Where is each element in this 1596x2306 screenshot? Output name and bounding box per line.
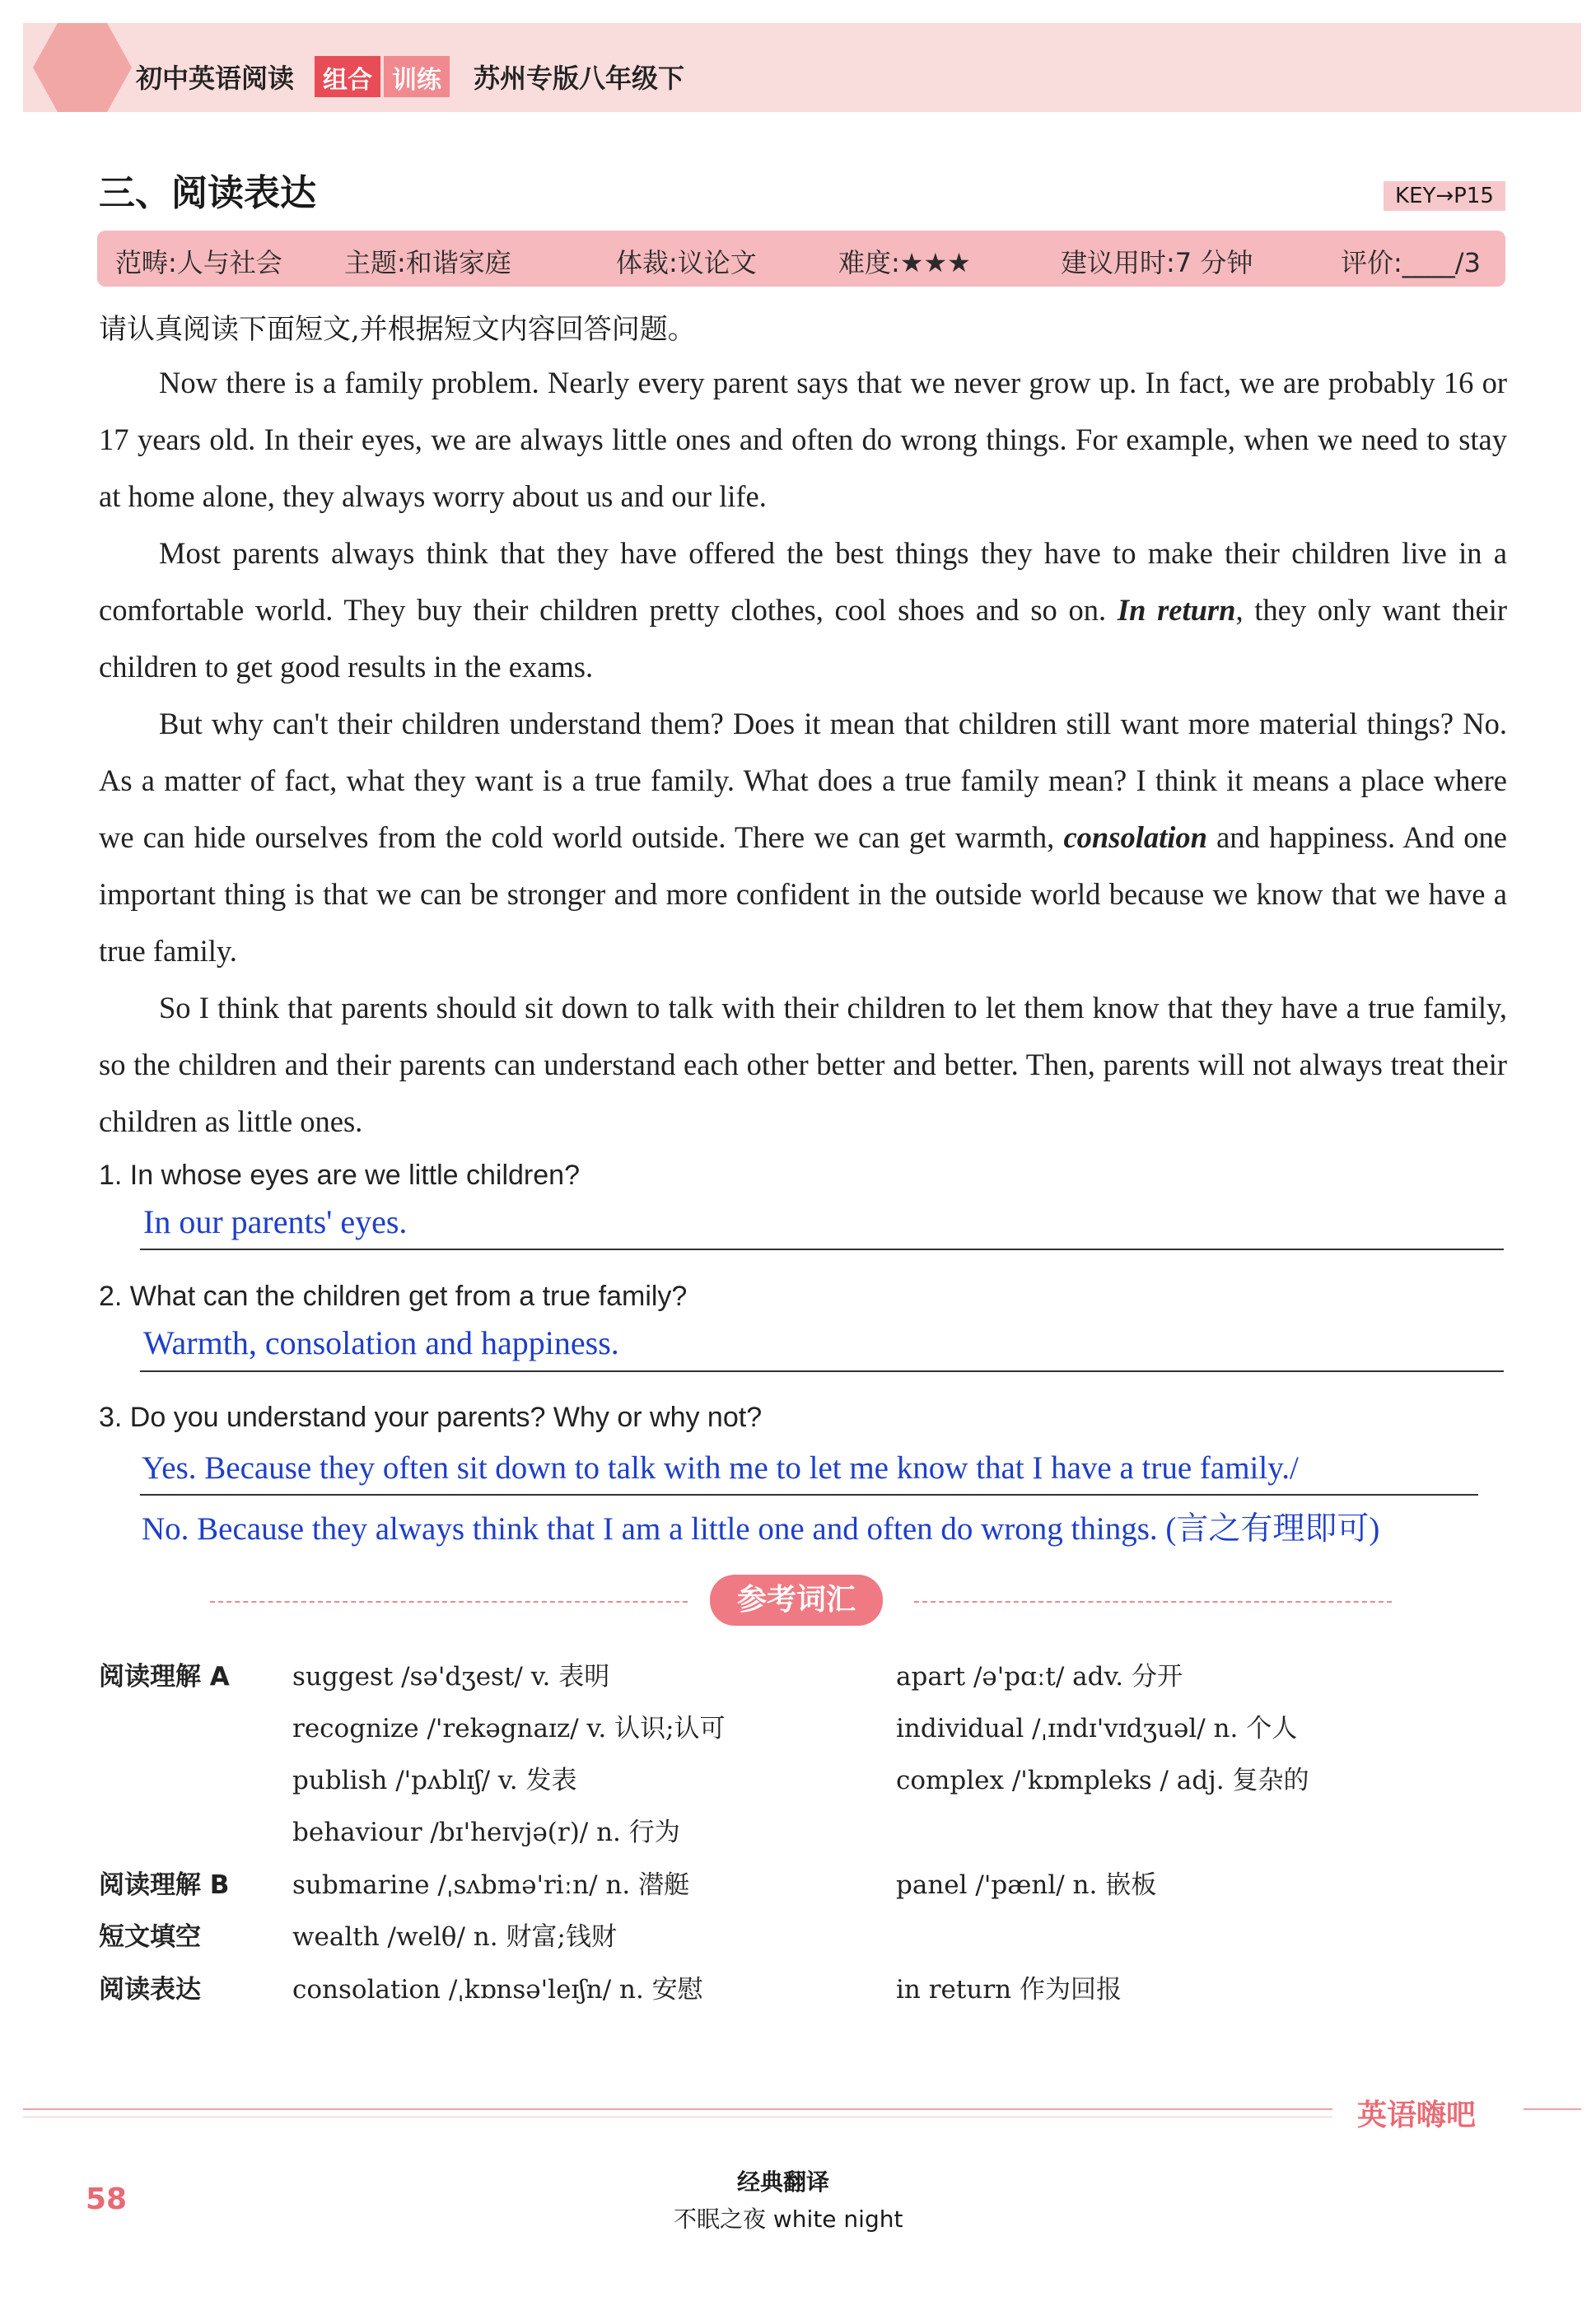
book-title: 初中英语阅读: [136, 63, 295, 94]
vocab-label-b: 阅读理解 B: [99, 1870, 230, 1900]
answer-2: Warmth, consolation and happiness.: [143, 1324, 619, 1361]
vocab-entry: behaviour /bɪ'heɪvjə(r)/ n. 行为: [292, 1818, 680, 1847]
instruction: 请认真阅读下面短文,并根据短文内容回答问题。: [99, 313, 696, 346]
vocab-label-d: 阅读表达: [99, 1975, 201, 2005]
question-2: 2. What can the children get from a true family?: [99, 1281, 688, 1312]
vocab-entry: submarine /ˌsʌbmə'riːn/ n. 潜艇: [292, 1870, 690, 1900]
paragraph-3: But why can't their children understand them? Does it mean that children still want more material things? No. As a matter of fact, what they want is a true family. What does a true family mean? I think it means a place where we can hide ourselves from the cold world outside. There we can get warmth, consolation and happiness. And one important thing is that we can be stronger and more confident in the outside world because we know that we have a true family.: [99, 707, 1507, 968]
page-number: 58: [86, 2182, 128, 2216]
meta-scope: 范畴:人与社会: [115, 247, 282, 278]
paragraph-2: Most parents always think that they have offered the best things they have to make their children live in a comfortable world. They buy their children pretty clothes, cool shoes and so on. In return, they only want their children to get good results in the exams.: [99, 536, 1507, 684]
divider: [210, 1601, 688, 1603]
tag-combo: 组合: [315, 56, 380, 97]
footer-title: 经典翻译: [737, 2168, 830, 2196]
answer-line-2: [140, 1370, 1504, 1372]
vocab-label-c: 短文填空: [99, 1922, 201, 1952]
meta-score: 评价:____/3: [1341, 247, 1481, 278]
meta-difficulty: 难度:★★★: [838, 247, 971, 278]
vocab-label-a: 阅读理解 A: [99, 1662, 230, 1692]
vocab-entry: suggest /sə'dʒest/ v. 表明: [292, 1662, 610, 1692]
vocab-entry: wealth /welθ/ n. 财富;钱财: [292, 1922, 617, 1952]
exercise-meta-bar: [97, 231, 1505, 287]
divider: [914, 1601, 1392, 1603]
question-3: 3. Do you understand your parents? Why or why not?: [99, 1402, 763, 1433]
meta-time: 建议用时:7 分钟: [1061, 247, 1253, 278]
book-subtitle: 苏州专版八年级下: [474, 63, 685, 94]
vocab-badge: 参考词汇: [710, 1575, 883, 1626]
answer-line-1: [140, 1249, 1504, 1250]
footer-rule: [23, 2108, 1332, 2110]
question-1: 1. In whose eyes are we little children?: [99, 1160, 580, 1191]
vocab-entry: panel /'pænl/ n. 嵌板: [896, 1870, 1157, 1900]
vocab-entry: in return 作为回报: [896, 1975, 1122, 2005]
answer-3a: Yes. Because they often sit down to talk with me to let me know that I have a true family./: [142, 1450, 1299, 1486]
footer-brand: 英语嗨吧: [1357, 2098, 1477, 2132]
phrase-in-return: In return: [1117, 593, 1236, 627]
section-title: 三、阅读表达: [99, 172, 316, 214]
vocab-entry: publish /'pʌblɪʃ/ v. 发表: [292, 1766, 577, 1795]
answer-key-ref: KEY→P15: [1384, 181, 1505, 211]
vocab-entry: recognize /'rekəgnaɪz/ v. 认识;认可: [292, 1714, 726, 1744]
vocab-entry: complex /'kɒmpleks / adj. 复杂的: [896, 1766, 1309, 1795]
footer-subtitle: 不眠之夜 white night: [674, 2206, 903, 2233]
footer-rule: [1524, 2108, 1581, 2110]
tag-training: 训练: [384, 56, 450, 97]
paragraph-4: So I think that parents should sit down to talk with their children to let them know that they have a true family, so the children and their parents can understand each other better and better. Then, parents will not always treat their children as little ones.: [99, 991, 1507, 1138]
answer-1: In our parents' eyes.: [143, 1203, 408, 1240]
answer-3b: No. Because they always think that I am a little one and often do wrong things. (言之有理即可): [142, 1511, 1380, 1547]
book-tag: [315, 56, 450, 97]
meta-topic: 主题:和谐家庭: [344, 247, 511, 278]
paragraph-1: Now there is a family problem. Nearly every parent says that we never grow up. In fact, we are probably 16 or 17 years old. In their eyes, we are always little ones and often do wrong things. For example, when we need to stay at home alone, they always worry about us and our life.: [99, 366, 1507, 513]
word-consolation: consolation: [1063, 820, 1207, 854]
answer-line-3: [140, 1494, 1478, 1496]
reading-passage: [99, 354, 1507, 1150]
vocab-entry: individual /ˌɪndɪ'vɪdʒuəl/ n. 个人: [896, 1714, 1298, 1744]
vocab-entry: apart /ə'pɑːt/ adv. 分开: [896, 1662, 1183, 1692]
meta-genre: 体裁:议论文: [616, 247, 757, 278]
vocab-entry: consolation /ˌkɒnsə'leɪʃn/ n. 安慰: [292, 1975, 703, 2005]
